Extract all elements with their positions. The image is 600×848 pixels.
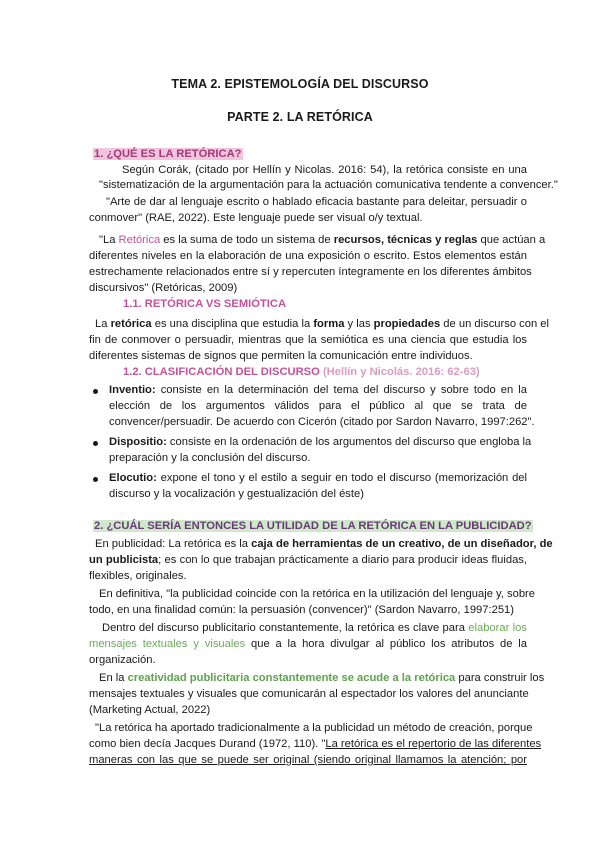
- s2-paragraph-2-line-1: En definitiva, "la publicidad coincide con la retórica en la utilización del lenguaje y, sobre: [99, 588, 535, 600]
- document-subtitle: PARTE 2. LA RETÓRICA: [227, 110, 373, 124]
- s2-paragraph-4-line-3: (Marketing Actual, 2022): [89, 704, 211, 716]
- bullet-inventio-line-2: elección de los argumentos válidos para el público al que se trata de: [109, 400, 527, 412]
- s2-paragraph-3-line-3: organización.: [89, 654, 156, 666]
- s2-paragraph-2-line-2: todo, en una finalidad común: la persuasión (convencer)" (Sardon Navarro, 1997:251): [89, 604, 514, 616]
- section-2-heading: 2. ¿CUÁL SERÍA ENTONCES LA UTILIDAD DE LA RETÓRICA EN LA PUBLICIDAD?: [94, 520, 532, 532]
- s2-paragraph-1-line-3: flexibles, originales.: [89, 570, 187, 582]
- s1-paragraph-3-line-1: "La Retórica es la suma de todo un sistema de recursos, técnicas y reglas que actúan a: [99, 234, 546, 246]
- s2-paragraph-5-line-1: "La retórica ha aportado tradicionalmente a la publicidad un método de creación, porque: [95, 722, 533, 734]
- s1-paragraph-3-line-3: estrechamente relacionados entre sí y repercuten íntegramente en los diferentes ámbitos: [89, 266, 532, 278]
- s2-paragraph-4-line-2: mensajes textuales y visuales que comunicarán al espectador los valores del anunciante: [89, 688, 529, 700]
- bullet-inventio-line-3: convencer/persuadir. De acuerdo con Cicerón (citado por Sardon Navarro, 1997:262".: [109, 416, 535, 428]
- s1-paragraph-3-line-4: discursivos" (Retóricas, 2009): [89, 282, 238, 294]
- subsection-1-2-heading: 1.2. CLASIFICACIÓN DEL DISCURSO (Hellín y Nicolás. 2016: 62-63): [123, 366, 480, 378]
- s1-paragraph-1-line-1: Según Corák, (citado por Hellín y Nicolas. 2016: 54), la retórica consiste en una: [122, 164, 527, 176]
- s2-paragraph-1-line-2: un publicista; es con lo que trabajan prácticamente a diario para producir ideas fluidas,: [89, 554, 527, 566]
- s2-paragraph-1-line-1: En publicidad: La retórica es la caja de herramientas de un creativo, de un diseñador, de: [95, 538, 553, 550]
- document-title: TEMA 2. EPISTEMOLOGÍA DEL DISCURSO: [171, 77, 429, 91]
- bullet-elocutio-line-2: discurso y la vocalización y gestualización del éste): [109, 488, 364, 500]
- bullet-dispositio-line-2: preparación y la conclusión del discurso.: [109, 452, 311, 464]
- bullet-inventio-line-1: Inventio: consiste en la determinación del tema del discurso y sobre todo en la: [109, 384, 527, 396]
- s1-paragraph-2-line-1: "Arte de dar al lenguaje escrito o hablado eficacia bastante para deleitar, persuadir o: [106, 196, 527, 208]
- subsection-1-2-reference: (Hellín y Nicolás. 2016: 62-63): [322, 366, 480, 378]
- s2-paragraph-4-line-1: En la creatividad publicitaria constantemente se acude a la retórica para construir los: [99, 672, 545, 684]
- s1-paragraph-3-line-2: diferentes niveles en la elaboración de una exposición o escrito. Estos elementos están: [89, 250, 527, 262]
- section-1-heading: 1. ¿QUÉ ES LA RETÓRICA?: [94, 148, 242, 160]
- s2-paragraph-3-line-2: mensajes textuales y visuales que a la hora divulgar al público los atributos de la: [89, 638, 527, 650]
- retorica-highlight: Retórica: [118, 234, 161, 246]
- s1-paragraph-4-line-2: fin de conmover o persuadir, mientras que la semiótica es una ciencia que estudia los: [89, 334, 527, 346]
- bullet-dot: [93, 441, 98, 446]
- bullet-dot: [93, 389, 98, 394]
- s1-paragraph-4-line-1: La retórica es una disciplina que estudia la forma y las propiedades de un discurso con el: [95, 318, 550, 330]
- subsection-1-1-heading: 1.1. RETÓRICA VS SEMIÓTICA: [123, 298, 287, 310]
- bullet-elocutio-line-1: Elocutio: expone el tono y el estilo a seguir en todo el discurso (memorización del: [109, 472, 527, 484]
- s2-paragraph-5-line-2: como bien decía Jacques Durand (1972, 110). "La retórica es el repertorio de las diferentes: [89, 738, 542, 750]
- s2-paragraph-5-line-3: maneras con las que se puede ser original (siendo original llamamos la atención; por: [89, 754, 527, 766]
- bullet-dispositio-line-1: Dispositio: consiste en la ordenación de los argumentos del discurso que engloba la: [109, 436, 532, 448]
- bullet-dot: [93, 477, 98, 482]
- s1-paragraph-1-line-2: "sistematización de la argumentación para la actuación comunicativa tendente a convencer.": [99, 179, 558, 191]
- s1-paragraph-4-line-3: diferentes sistemas de signos que permiten la comunicación entre individuos.: [89, 350, 473, 362]
- s2-paragraph-3-line-1: Dentro del discurso publicitario constantemente, la retórica es clave para elaborar los: [102, 622, 527, 634]
- s1-paragraph-2-line-2: conmover" (RAE, 2022). Este lenguaje puede ser visual o/y textual.: [89, 212, 423, 224]
